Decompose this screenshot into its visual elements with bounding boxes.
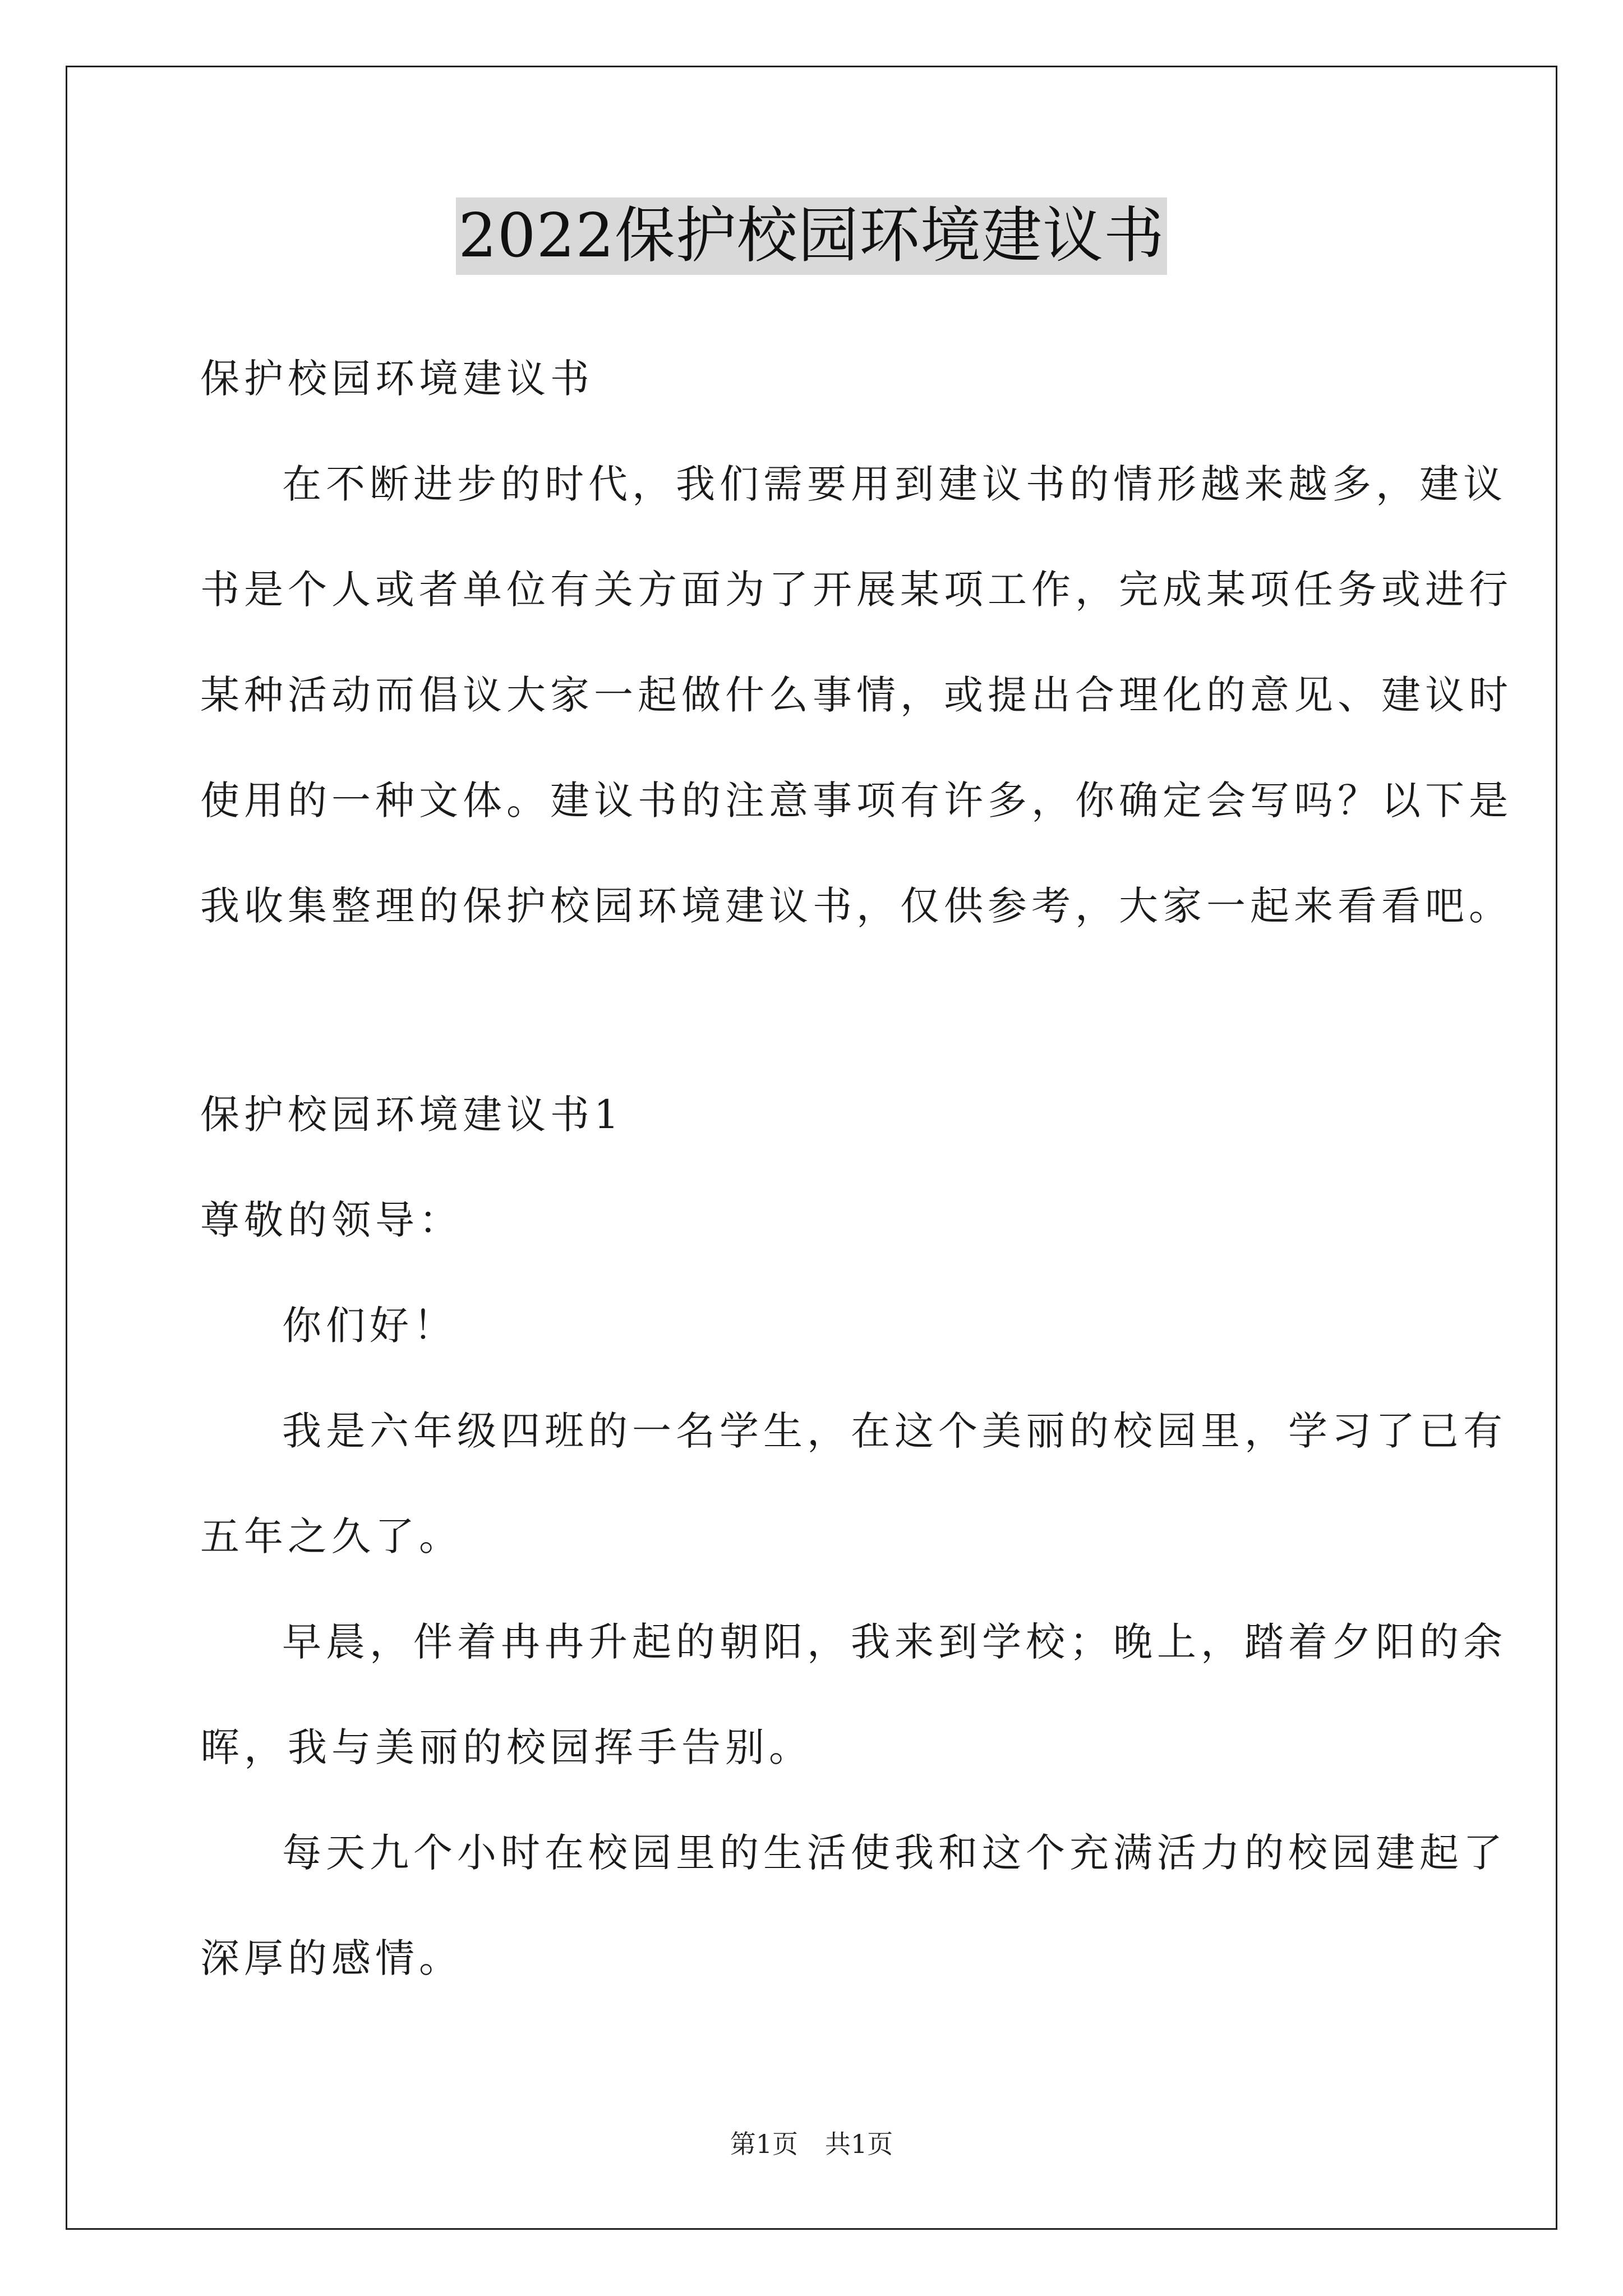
intro-line: 在不断进步的时代，我们需要用到建议书的情形越来越多，建议 [282,461,1507,507]
intro-line: 书是个人或者单位有关方面为了开展某项工作，完成某项任务或进行 [200,567,1513,613]
page-total: 共1页 [825,2129,893,2159]
salutation: 尊敬的领导： [200,1197,463,1243]
intro-line: 使用的一种文体。建议书的注意事项有许多，你确定会写吗？以下是 [200,777,1513,823]
page-number: 第1页 [730,2129,798,2159]
document-subtitle: 保护校园环境建议书 [200,356,594,402]
intro-line: 某种活动而倡议大家一起做什么事情，或提出合理化的意见、建议时 [200,672,1513,718]
intro-line: 我收集整理的保护校园环境建议书，仅供参考，大家一起来看看吧。 [200,883,1513,929]
paragraph-line: 深厚的感情。 [200,1935,463,1981]
paragraph-line: 每天九个小时在校园里的生活使我和这个充满活力的校园建起了 [282,1830,1507,1876]
paragraph-line: 晖，我与美丽的校园挥手告别。 [200,1724,813,1770]
paragraph-line: 五年之久了。 [200,1513,463,1559]
title-container [0,197,1623,275]
paragraph-line: 我是六年级四班的一名学生，在这个美丽的校园里，学习了已有 [282,1408,1507,1454]
greeting: 你们好！ [282,1303,457,1349]
paragraph-line: 早晨，伴着冉冉升起的朝阳，我来到学校；晚上，踏着夕阳的余 [282,1619,1507,1665]
section-heading: 保护校园环境建议书1 [200,1092,624,1138]
page-footer [0,2127,1623,2161]
document-title: 2022保护校园环境建议书 [456,197,1167,275]
